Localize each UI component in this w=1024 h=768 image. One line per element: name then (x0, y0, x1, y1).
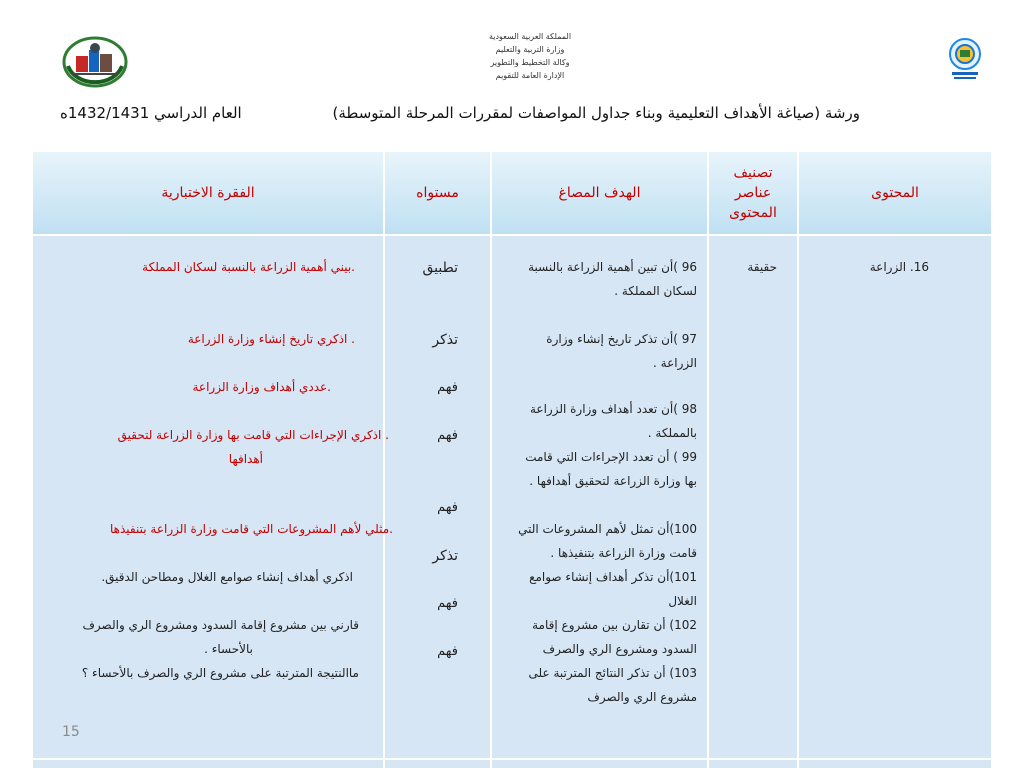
cell-levels (385, 236, 490, 758)
next-row-strip (33, 760, 383, 768)
test-item-continued: أهدافها (228, 452, 263, 466)
next-row-strip (385, 760, 490, 768)
level-value: فهم (437, 380, 458, 395)
test-item: . اذكري تاريخ إنشاء وزارة الزراعة (187, 332, 355, 346)
workshop-name: ورشة (صياغة الأهداف التعليمية وبناء جداول المواصفات لمقررات المرحلة المتوسطة) (332, 104, 860, 122)
goal-line: الغلال (668, 594, 697, 608)
header-classification-label: تصنيف عناصر المحتوى (729, 165, 777, 221)
test-item: . اذكري الإجراءات التي قامت بها وزارة الزراعة لتحقيق (117, 428, 389, 442)
goal-line: 97 )أن تذكر تاريخ إنشاء وزارة (546, 332, 697, 346)
goal-line: بالمملكة . (647, 426, 697, 440)
education-books-logo-icon (62, 36, 128, 88)
header-level: مستواه (385, 152, 490, 234)
test-item: .عددي أهداف وزارة الزراعة (192, 380, 331, 394)
ministry-of-education-emblem-icon (940, 34, 990, 84)
goal-line: مشروع الري والصرف (587, 690, 697, 704)
level-value: فهم (437, 500, 458, 515)
classification-value: حقيقة (747, 260, 777, 274)
goal-line: لسكان المملكة . (614, 284, 697, 298)
header-goal: الهدف المصاغ (492, 152, 707, 234)
goal-line: 103) أن تذكر النتائج المترتبة على (528, 666, 697, 680)
next-row-strip (799, 760, 991, 768)
test-item: .مثلي لأهم المشروعات التي قامت وزارة الزراعة بتنفيذها (110, 522, 393, 536)
goal-line: الزراعة . (653, 356, 697, 370)
next-row-strip (492, 760, 707, 768)
header-content: المحتوى (799, 152, 991, 234)
level-value: فهم (437, 644, 458, 659)
test-item: اذكري أهداف إنشاء صوامع الغلال ومطاحن الدقيق. (101, 570, 353, 584)
cell-classification (709, 236, 797, 758)
workshop-title (60, 104, 860, 128)
header-line: المملكة العربية السعودية (488, 32, 572, 41)
goal-line: 96 )أن تبين أهمية الزراعة بالنسبة (528, 260, 697, 274)
academic-year: العام الدراسي 1432/1431ه (60, 104, 242, 122)
specifications-table (33, 152, 991, 768)
goal-line: 101)أن تذكر أهداف إنشاء صوامع (529, 570, 697, 584)
test-item: قارني بين مشروع إقامة السدود ومشروع الري والصرف (82, 618, 359, 632)
goal-line: 100)أن تمثل لأهم المشروعات التي (518, 522, 697, 536)
header-line: الإدارة العامة للتقويم (495, 71, 565, 80)
next-row-strip (709, 760, 797, 768)
header-classification (709, 152, 797, 234)
level-value: فهم (437, 596, 458, 611)
goal-line: 99 ) أن تعدد الإجراءات التي قامت (525, 450, 697, 464)
level-value: تذكر (432, 548, 458, 564)
cell-test-items (33, 236, 393, 758)
page-number: 15 (62, 724, 80, 740)
level-value: تطبيق (422, 260, 458, 276)
goal-line: 98 )أن تعدد أهداف وزارة الزراعة (529, 402, 697, 416)
goal-line: 102) أن تقارن بين مشروع إقامة (532, 618, 697, 632)
goal-line: السدود ومشروع الري والصرف (542, 642, 697, 656)
goal-line: قامت وزارة الزراعة بتنفيذها . (550, 546, 697, 560)
test-item-continued: بالأحساء . (204, 642, 253, 656)
ministry-header (440, 30, 620, 82)
header-line: وكالة التخطيط والتطوير (490, 58, 570, 67)
level-value: تذكر (432, 332, 458, 348)
cell-goals (492, 236, 707, 758)
level-value: فهم (437, 428, 458, 443)
header-test-item: الفقرة الاختبارية (33, 152, 383, 234)
test-item: ماالنتيجة المترتبة على مشروع الري والصرف بالأحساء ؟ (81, 666, 359, 680)
header-line: وزارة التربية والتعليم (495, 45, 565, 54)
cell-content (799, 236, 991, 758)
goal-line: بها وزارة الزراعة لتحقيق أهدافها . (529, 474, 697, 488)
test-item: .بيني أهمية الزراعة بالنسبة لسكان المملكة (142, 260, 355, 274)
content-topic: 16. الزراعة (869, 260, 929, 274)
